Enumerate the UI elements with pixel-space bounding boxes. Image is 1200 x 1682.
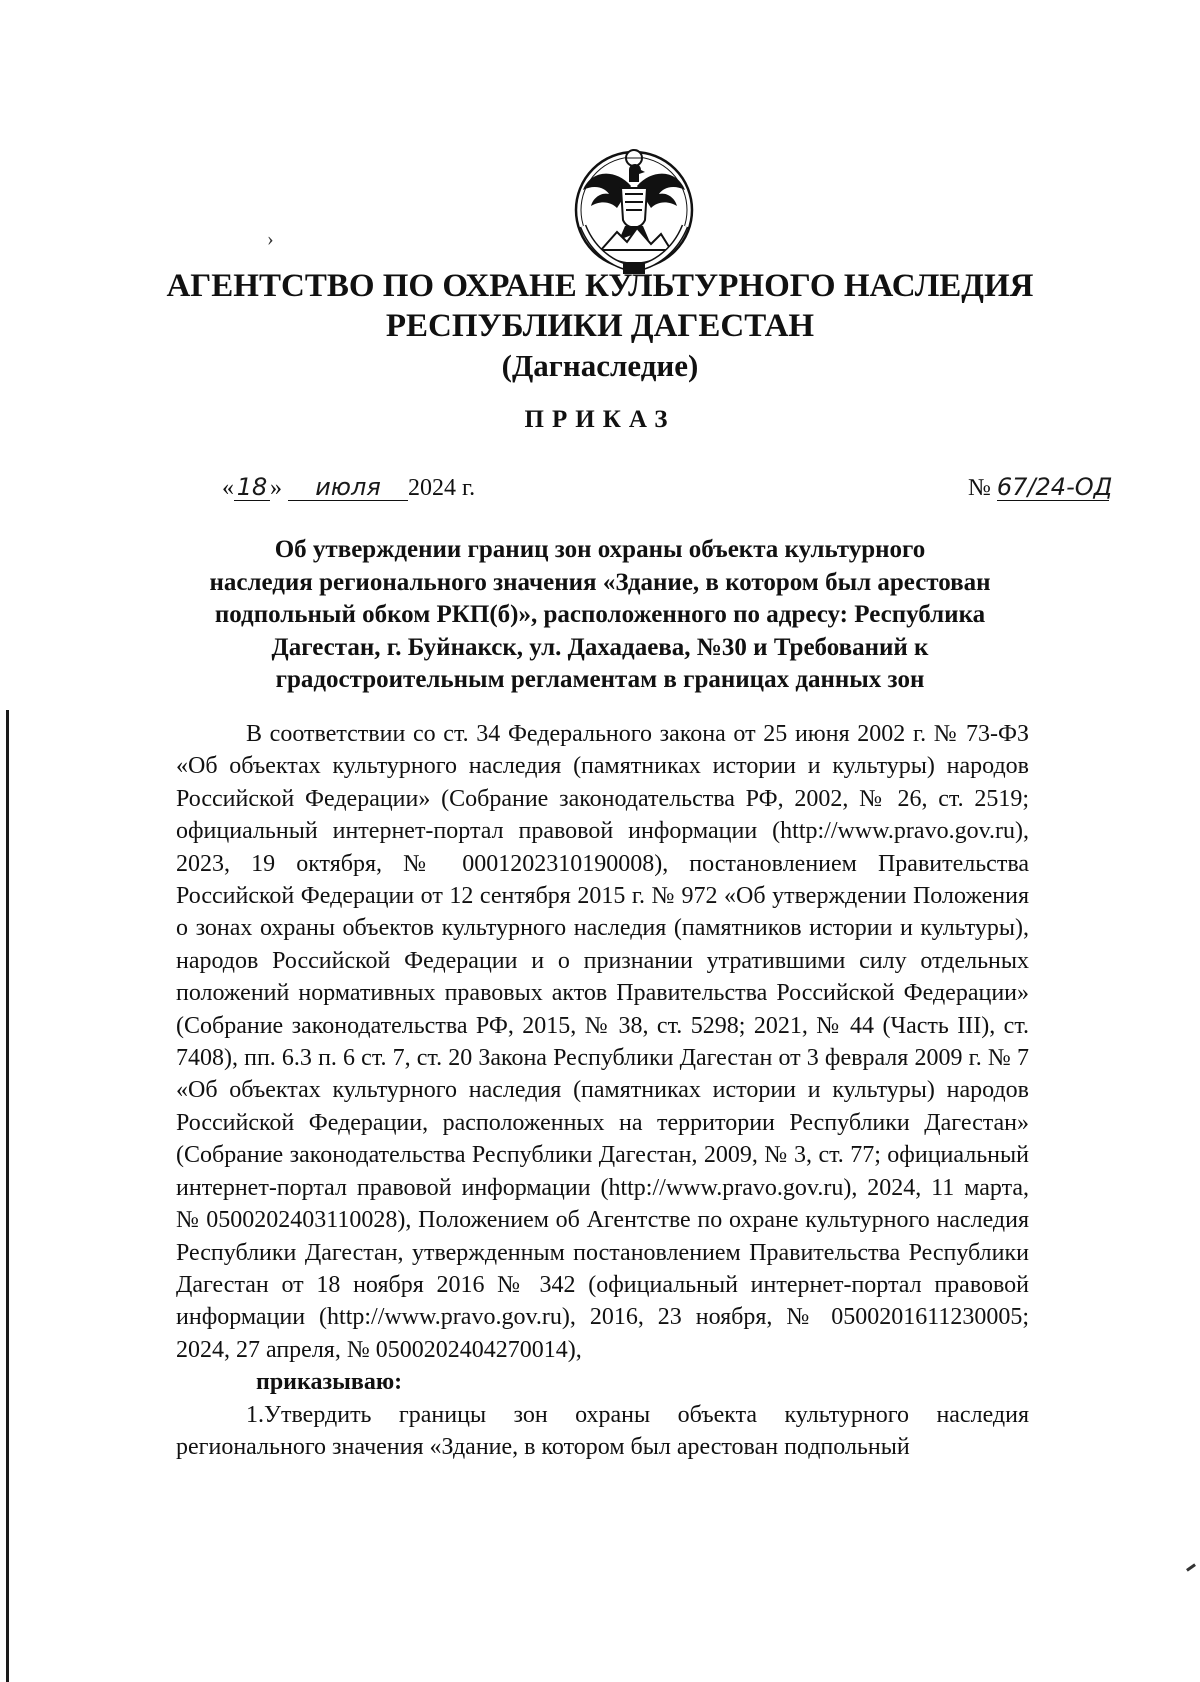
date-day-handwritten: 18 — [234, 474, 270, 501]
scan-edge-line — [6, 710, 9, 1682]
date-close-quote: » — [270, 475, 282, 501]
order-number — [968, 473, 1113, 502]
agency-name-line2: РЕСПУБЛИКИ ДАГЕСТАН — [385, 308, 815, 344]
document-heading — [180, 534, 1020, 697]
heading-line: Дагестан, г. Буйнакск, ул. Дахадаева, №30 и Требований к — [271, 633, 929, 661]
date-open-quote: « — [222, 475, 234, 501]
number-value-handwritten: 67/24-ОД — [996, 473, 1113, 501]
order-title: ПРИКАЗ — [524, 406, 676, 433]
document-body — [176, 718, 1029, 1463]
agency-short-name: (Дагнаследие) — [501, 348, 699, 383]
order-date — [222, 474, 475, 502]
agency-name-line1: АГЕНТСТВО ПО ОХРАНЕ КУЛЬТУРНОГО НАСЛЕДИЯ — [166, 268, 1034, 304]
date-year: 2024 г. — [408, 475, 476, 501]
preamble-paragraph: В соответствии со ст. 34 Федерального закона от 25 июня 2002 г. № 73-ФЗ «Об объектах культурного наследия (памятниках истории и культуры) народов Российской Федерации» (Собрание законодательства РФ, 2002, № 26, ст. 2519; официальный интернет-портал правовой информации (http://www.pravo.gov.ru), 2023, 19 октября, № 0001202310190008), постановлением Правительства Российской Федерации от 12 сентября 2015 г. № 972 «Об утверждении Положения о зонах охраны объектов культурного наследия (памятников истории и культуры), народов Российской Федерации и о признании утратившими силу отдельных положений нормативных правовых актов Правительства Российской Федерации» (Собрание законодательства РФ, 2015, № 38, ст. 5298; 2021, № 44 (Часть III), ст. 7408), пп. 6.3 п. 6 ст. 7, ст. 20 Закона Республики Дагестан от 3 февраля 2009 г. № 7 «Об объектах культурного наследия (памятниках истории и культуры) народов Российской Федерации, расположенных на территории Республики Дагестан» (Собрание законодательства Республики Дагестан, 2009, № 3, ст. 77; официальный интернет-портал правовой информации (http://www.pravo.gov.ru), 2024, 11 марта, № 0500202403110028), Положением об Агентстве по охране культурного наследия Республики Дагестан, утвержденным постановлением Правительства Республики Дагестан от 18 ноября 2016 № 342 (официальный интернет-портал правовой информации (http://www.pravo.gov.ru), 2016, 23 ноября, № 0500201611230005; 2024, 27 апреля, № 0500202404270014), — [176, 721, 1029, 1363]
scan-mark: › — [267, 228, 274, 250]
heading-line: подпольный обком РКП(б)», расположенного по адресу: Республика — [214, 601, 986, 628]
number-sign: № — [968, 475, 991, 501]
resolve-word: приказываю: — [256, 1369, 403, 1396]
heading-line: градостроительным регламентам в границах данных зон — [275, 666, 925, 693]
heading-line: наследия регионального значения «Здание, в котором был арестован — [209, 568, 991, 596]
agency-name-block — [0, 266, 1200, 386]
scan-tick-mark — [1186, 1563, 1196, 1571]
heading-line: Об утверждении границ зон охраны объекта культурного — [274, 536, 926, 563]
item-1-paragraph: 1.Утвердить границы зон охраны объекта культурного наследия регионального значения «Здание, в котором был арестован подпольный — [176, 1401, 1029, 1460]
date-month-handwritten: июля — [288, 474, 408, 501]
dagestan-coat-of-arms-icon — [565, 138, 703, 276]
